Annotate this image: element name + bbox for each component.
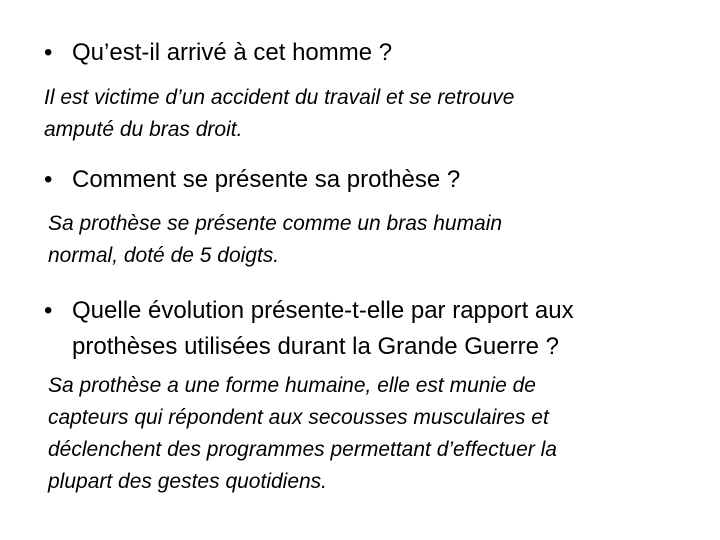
question-2-text: Comment se présente sa prothèse ?: [72, 166, 461, 193]
bullet-2: •: [44, 166, 53, 193]
bullet-1: •: [44, 39, 53, 66]
question-1-text: Qu’est-il arrivé à cet homme ?: [72, 39, 393, 66]
question-1: [44, 35, 392, 71]
question-3: [44, 293, 574, 365]
bullet-3: •: [44, 297, 53, 324]
answer-3: Sa prothèse a une forme humaine, elle est munie de capteurs qui répondent aux secousses musculaires et déclenchent des programmes permettant d’effectuer la plupart des gestes quotidiens.: [48, 374, 557, 493]
answer-1: Il est victime d’un accident du travail et se retrouve amputé du bras droit.: [44, 86, 515, 141]
question-3-line-1: Quelle évolution présente-t-elle par rapport aux: [72, 297, 574, 324]
question-3-line-2: prothèses utilisées durant la Grande Guerre ?: [72, 333, 559, 360]
question-2: [44, 162, 460, 198]
answer-2: Sa prothèse se présente comme un bras humain normal, doté de 5 doigts.: [48, 212, 503, 267]
